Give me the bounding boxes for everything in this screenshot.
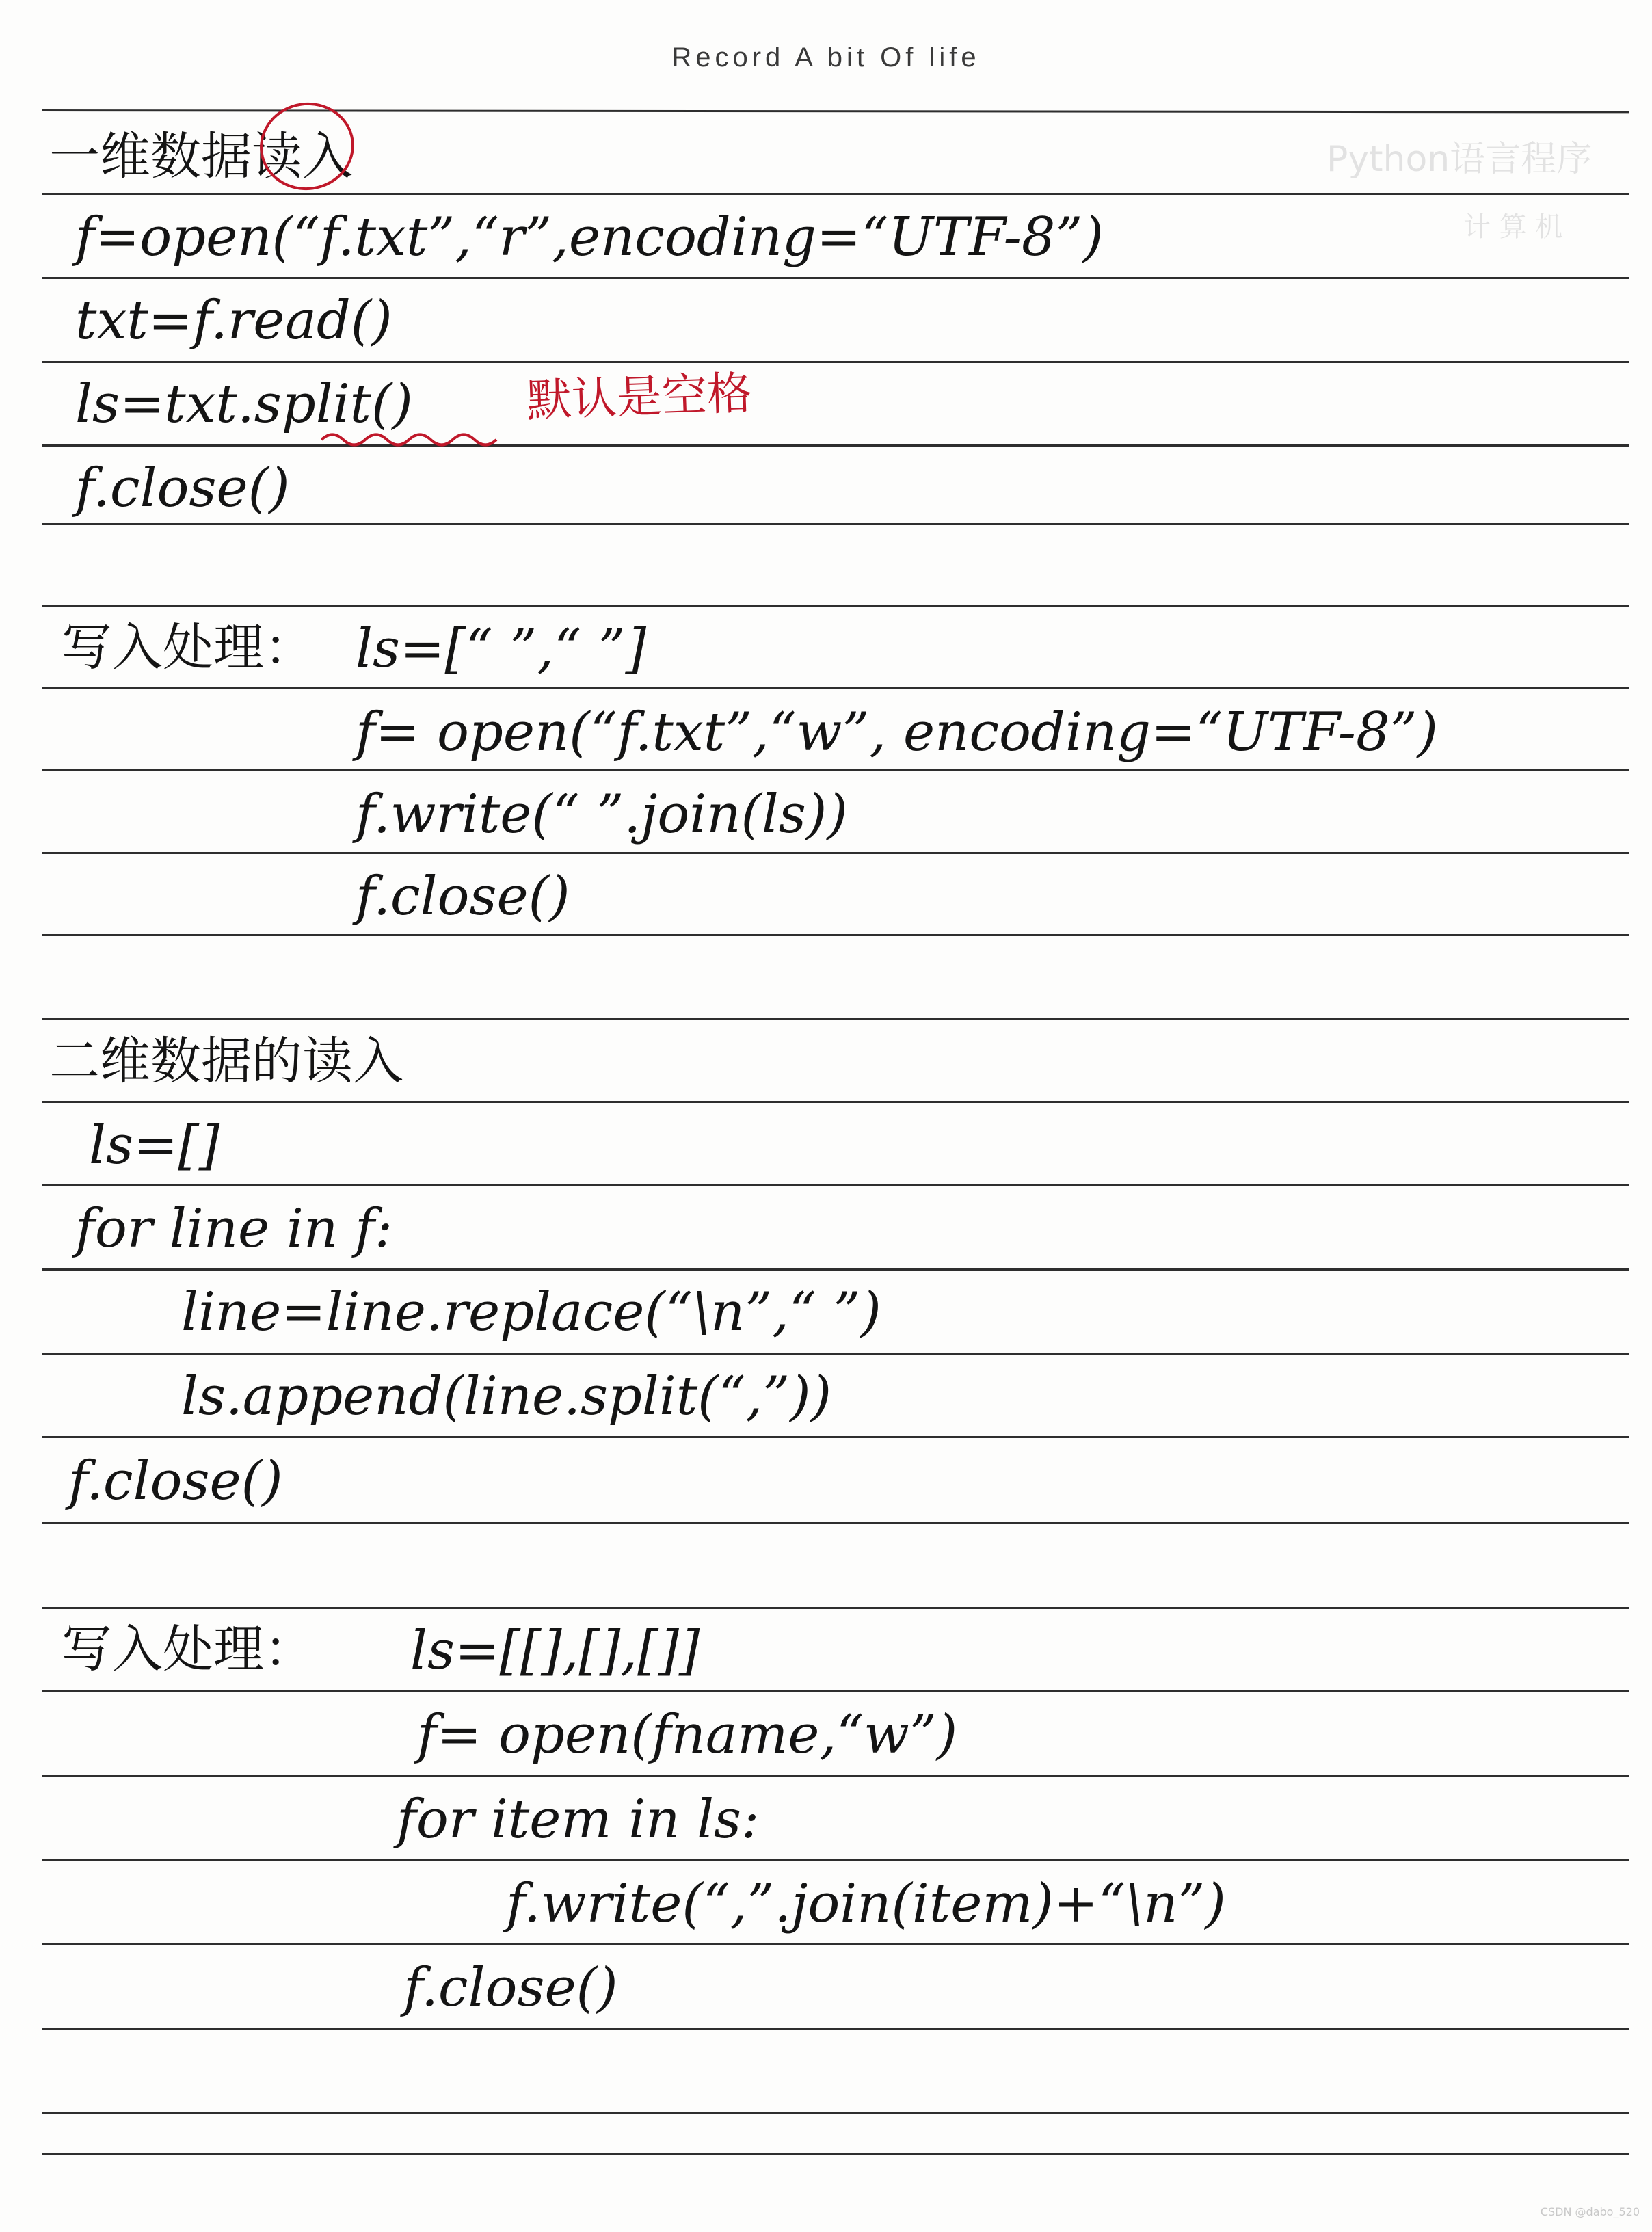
csdn-watermark: CSDN @dabo_520 — [1540, 2205, 1640, 2218]
bleed-through-text-second: 计 算 机 — [1463, 211, 1563, 243]
ruled-line — [42, 444, 1629, 447]
code-line: f.write(“ ”.join(ls)) — [356, 784, 848, 845]
code-line: f.close() — [403, 1957, 618, 2019]
section-heading-2d-read: 二维数据的读入 — [49, 1032, 403, 1091]
ruled-line — [42, 1101, 1629, 1103]
ruled-line — [42, 277, 1629, 279]
ruled-line — [42, 934, 1629, 936]
ruled-line — [42, 1607, 1629, 1609]
section-heading-write-2d: 写入处理： — [62, 1620, 315, 1679]
ruled-line — [42, 2153, 1629, 2155]
ruled-line — [42, 2028, 1629, 2030]
ruled-line — [42, 852, 1629, 854]
red-wavy-underline — [321, 429, 499, 450]
ruled-line — [42, 1018, 1629, 1020]
ruled-line — [42, 1436, 1629, 1438]
ruled-line — [42, 1268, 1629, 1271]
section-heading-1d-read: 一维数据读入 — [49, 127, 353, 186]
ruled-line — [42, 361, 1629, 363]
ruled-line — [42, 1184, 1629, 1186]
bleed-through-text-top: Python语言程序 — [1327, 139, 1593, 180]
code-line: txt=f.read() — [75, 290, 392, 351]
ruled-line — [42, 523, 1629, 525]
code-line: f.close() — [68, 1450, 283, 1512]
ruled-line — [42, 1690, 1629, 1692]
ruled-line — [42, 193, 1629, 195]
code-line: ls=[[],[],[]] — [410, 1620, 700, 1682]
ruled-line — [42, 1859, 1629, 1861]
code-line: for line in f: — [75, 1198, 393, 1260]
section-heading-write: 写入处理： — [62, 618, 315, 677]
page-header: Record A bit Of life — [671, 42, 981, 72]
code-line: ls.append(line.split(“,”)) — [181, 1366, 832, 1427]
code-line: line=line.replace(“\n”,“ ”) — [181, 1281, 881, 1343]
ruled-line — [42, 1775, 1629, 1777]
ruled-line — [42, 1522, 1629, 1524]
code-line: ls=[“ ”,“ ”] — [356, 618, 647, 680]
ruled-line — [42, 605, 1629, 607]
code-line: f.close() — [356, 866, 570, 927]
ruled-line — [42, 1943, 1629, 1945]
ruled-line — [42, 687, 1629, 689]
code-line: f=open(“f.txt”,“r”,encoding=“UTF-8”) — [75, 207, 1104, 268]
code-line: ls=txt.split() — [75, 373, 413, 435]
ruled-line — [42, 1353, 1629, 1355]
code-line: f= open(“f.txt”,“w”, encoding=“UTF-8”) — [356, 702, 1438, 763]
ruled-line — [42, 2112, 1629, 2114]
code-line: for item in ls: — [397, 1789, 760, 1850]
code-line: ls=[] — [89, 1115, 220, 1176]
ruled-line — [42, 769, 1629, 771]
red-note-default-space: 默认是空格 — [525, 367, 754, 427]
code-line: f= open(fname,“w”) — [417, 1704, 958, 1766]
code-line: f.write(“,”.join(item)+“\n”) — [506, 1873, 1226, 1935]
code-line: f.close() — [75, 457, 290, 519]
